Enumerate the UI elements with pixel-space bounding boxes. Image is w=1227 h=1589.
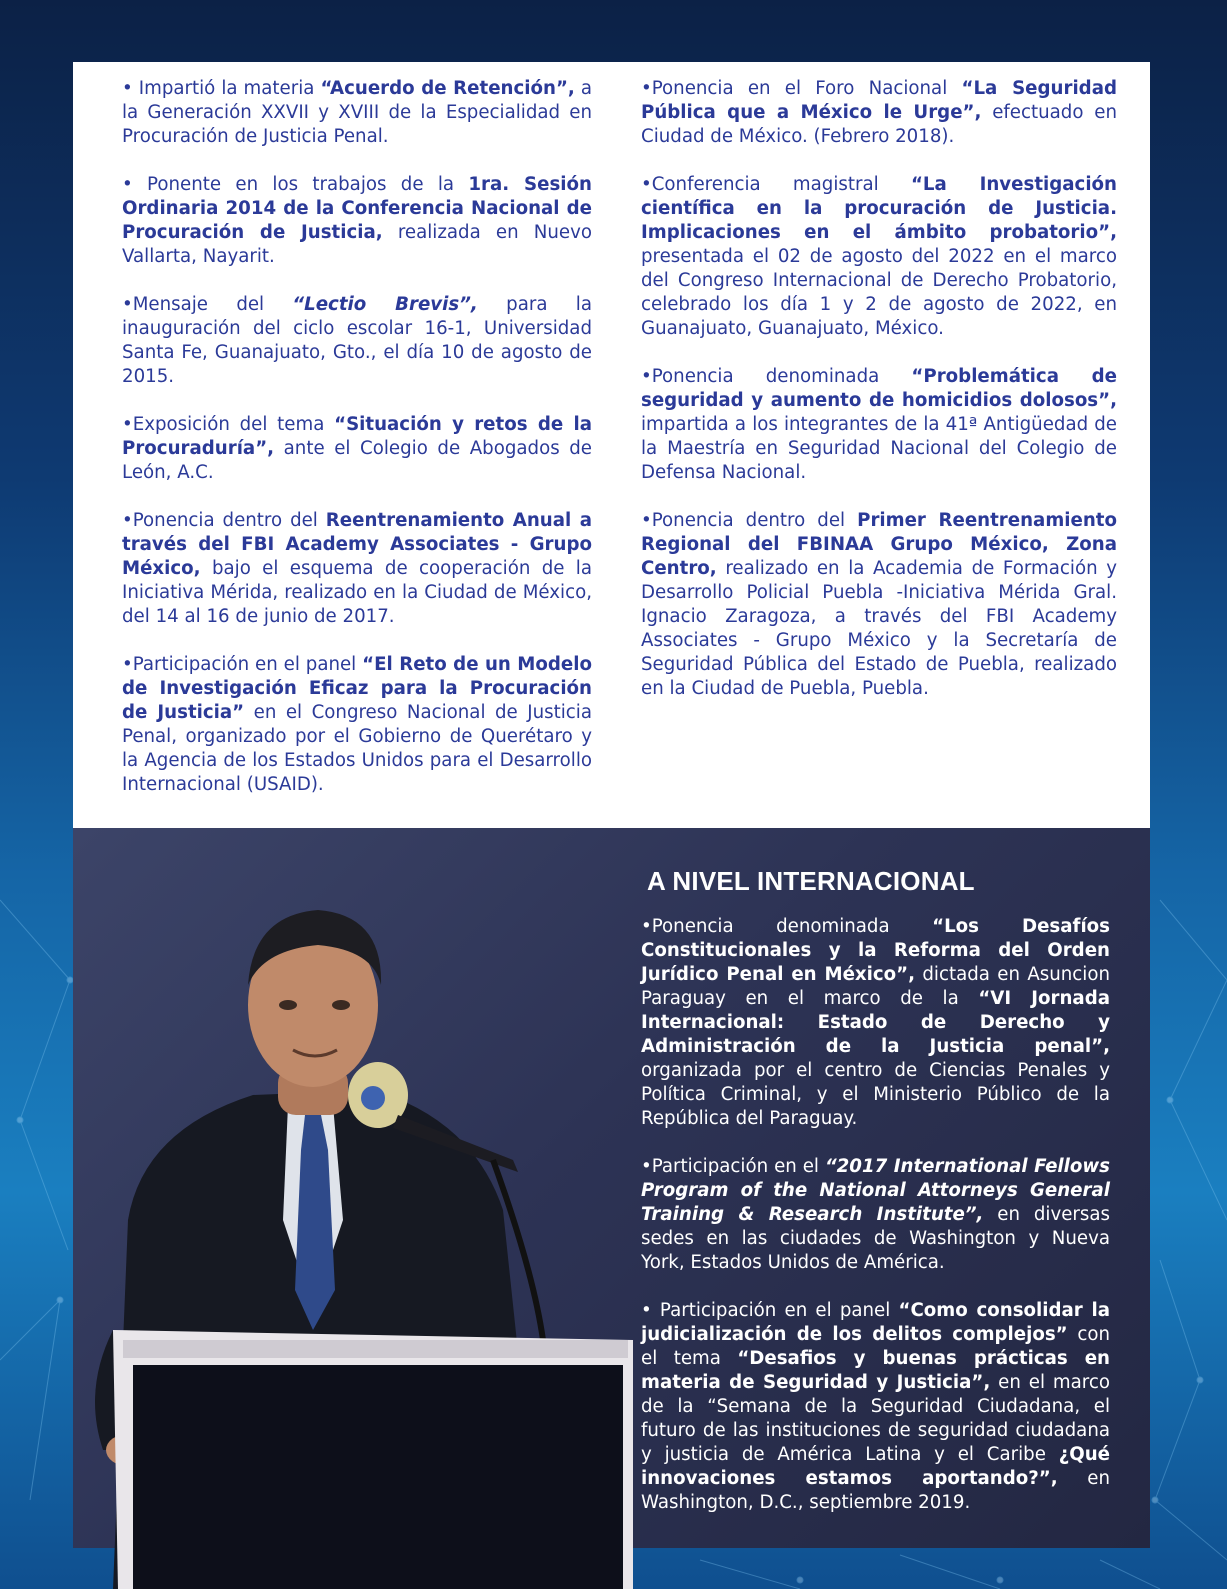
list-item: • Ponente en los trabajos de la 1ra. Sesión Ordinaria 2014 de la Conferencia Nacional de Procuración de Justicia, realizada en Nuevo Vallarta, Nayarit.: [122, 174, 592, 267]
list-item: •Ponencia dentro del Primer Reentrenamiento Regional del FBINAA Grupo México, Zona Centro, realizado en la Academia de Formación y Desarrollo Policial Puebla -Iniciativa Mérida Gral. Ignacio Zaragoza, a través del FBI Academy Associates - Grupo México y la Secretaría de Seguridad Pública del Estado de Puebla, realizado en la Ciudad de Puebla, Puebla.: [641, 510, 1117, 699]
list-item: •Conferencia magistral “La Investigación científica en la procuración de Justicia. Implicaciones en el ámbito probatorio”, presentada el 02 de agosto del 2022 en el marco del Congreso Internacional de Derecho Probatorio, celebrado los día 1 y 2 de agosto de 2022, en Guanajuato, Guanajuato, México.: [641, 174, 1117, 339]
list-item: •Mensaje del “Lectio Brevis”, para la inauguración del ciclo escolar 16-1, Universidad Santa Fe, Guanajuato, Gto., el día 10 de agosto de 2015.: [122, 294, 592, 387]
list-item: •Ponencia en el Foro Nacional “La Seguridad Pública que a México le Urge”, efectuado en Ciudad de México. (Febrero 2018).: [641, 78, 1117, 147]
section-title: A NIVEL INTERNACIONAL: [647, 866, 975, 896]
list-item: •Participación en el “2017 International Fellows Program of the National Attorneys General Training & Research Institute”, en diversas sedes en las ciudades de Washington y Nueva York, Estados Unidos de América.: [641, 1156, 1111, 1273]
list-item: • Participación en el panel “Como consolidar la judicialización de los delitos complejos” con el tema “Desafios y buenas prácticas en materia de Seguridad y Justicia”, en el marco de la “Semana de la Seguridad Ciudadana, el futuro de las instituciones de seguridad ciudadana y justicia de América Latina y el Caribe ¿Qué innovaciones estamos aportando?”, en Washington, D.C., septiembre 2019.: [641, 1300, 1111, 1513]
portrait-image: [73, 890, 638, 1589]
list-item: • Impartió la materia “Acuerdo de Retención”, a la Generación XXVII y XVIII de la Especialidad en Procuración de Justicia Penal.: [122, 78, 592, 147]
list-item: •Exposición del tema “Situación y retos de la Procuraduría”, ante el Colegio de Abogados de León, A.C.: [122, 414, 592, 483]
list-item: •Ponencia denominada “Los Desafíos Constitucionales y la Reforma del Orden Jurídico Penal en México”, dictada en Asuncion Paraguay en el marco de la “VI Jornada Internacional: Estado de Derecho y Administración de la Justicia penal”, organizada por el centro de Ciencias Penales y Política Criminal, y el Ministerio Público de la República del Paraguay.: [641, 916, 1111, 1129]
list-item: •Participación en el panel “El Reto de un Modelo de Investigación Eficaz para la Procuración de Justicia” en el Congreso Nacional de Justicia Penal, organizado por el Gobierno de Querétaro y la Agencia de los Estados Unidos para el Desarrollo Internacional (USAID).: [122, 654, 592, 795]
list-item: •Ponencia denominada “Problemática de seguridad y aumento de homicidios dolosos”, impartida a los integrantes de la 41ª Antigüedad de la Maestría en Seguridad Nacional del Colegio de Defensa Nacional.: [641, 366, 1118, 483]
international-list: [641, 915, 1110, 1539]
left-column: [122, 77, 592, 821]
list-item: •Ponencia dentro del Reentrenamiento Anual a través del FBI Academy Associates - Grupo México, bajo el esquema de cooperación de la Iniciativa Mérida, realizado en la Ciudad de México, del 14 al 16 de junio de 2017.: [122, 510, 592, 627]
right-column: [641, 77, 1117, 725]
